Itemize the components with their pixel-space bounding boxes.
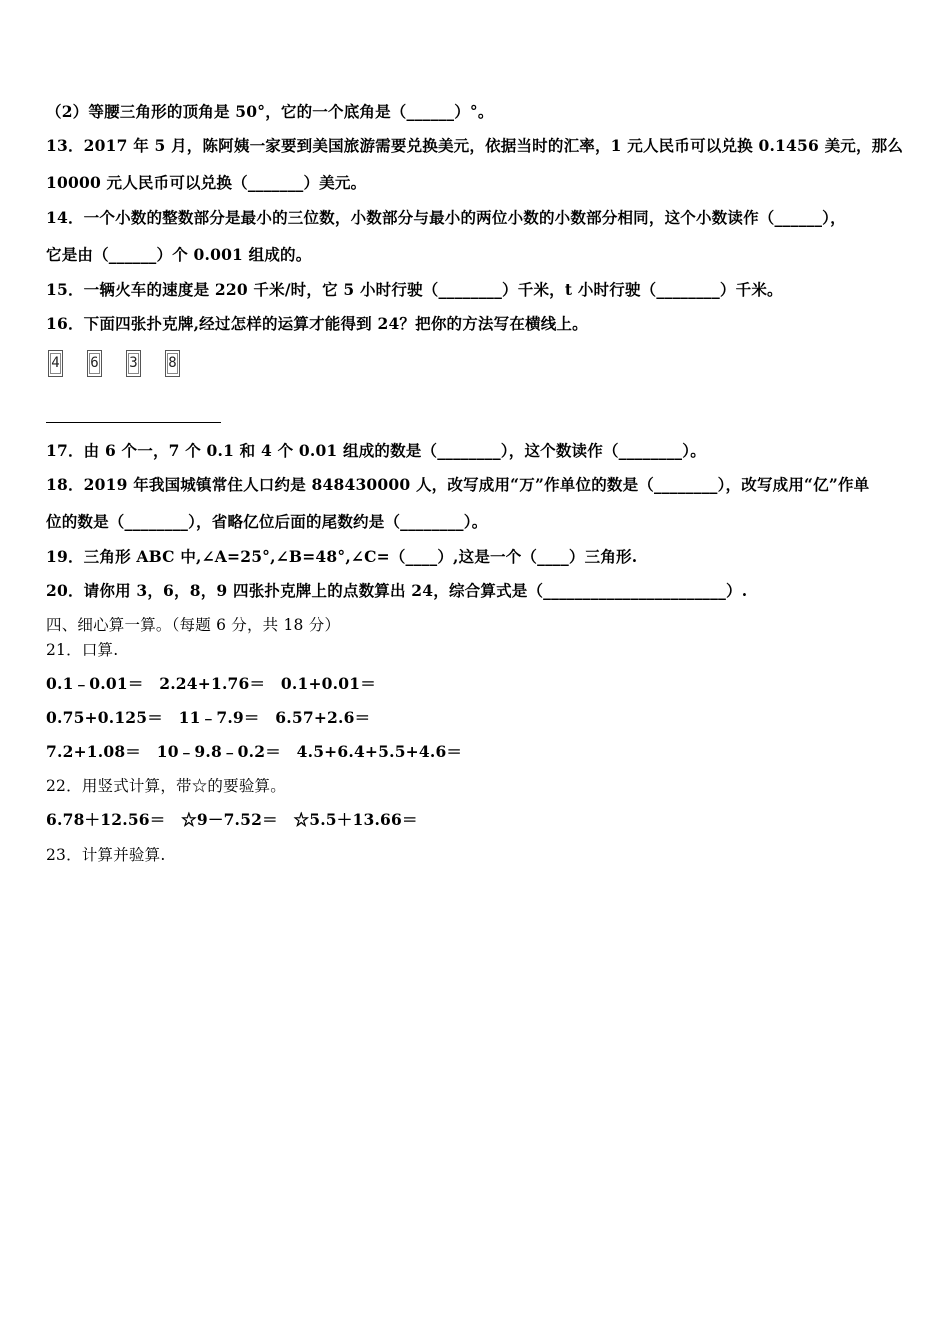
- card-value: 6: [89, 353, 100, 374]
- line-q14-a: 14．一个小数的整数部分是最小的三位数，小数部分与最小的两位小数的小数部分相同，这个小数读作（______），: [46, 208, 846, 227]
- line-q15: 15．一辆火车的速度是 220 千米/时，它 5 小时行驶（________）千米，t 小时行驶（________）千米。: [46, 280, 783, 299]
- card-icon: [48, 350, 63, 377]
- card-icon: [165, 350, 180, 377]
- line-q14-b: 它是由（______）个 0.001 组成的。: [46, 245, 312, 264]
- card-icon: [87, 350, 102, 377]
- line-q13-b: 10000 元人民币可以兑换（_______）美元。: [46, 173, 367, 192]
- line-q16: 16．下面四张扑克牌,经过怎样的运算才能得到 24？把你的方法写在横线上。: [46, 314, 588, 333]
- card-value: 3: [128, 353, 139, 374]
- line-q18-b: 位的数是（________），省略亿位后面的尾数约是（________）。: [46, 512, 488, 531]
- line-q19: 19．三角形 ABC 中,∠A=25°,∠B=48°,∠C=（____）,这是一个（____）三角形.: [46, 547, 638, 566]
- line-q22: 22．用竖式计算，带☆的要验算。: [46, 777, 286, 795]
- line-q23: 23．计算并验算.: [46, 846, 166, 864]
- answer-line: [46, 422, 221, 423]
- card-value: 8: [167, 353, 178, 374]
- line-q21: 21．口算.: [46, 641, 119, 659]
- card-value: 4: [50, 353, 61, 374]
- line-q18-a: 18．2019 年我国城镇常住人口约是 848430000 人，改写成用“万”作单位的数是（________），改写成用“亿”作单: [46, 475, 870, 494]
- line-q13-a: 13．2017 年 5 月，陈阿姨一家要到美国旅游需要兑换美元，依据当时的汇率，1 元人民币可以兑换 0.1456 美元，那么: [46, 136, 904, 155]
- section-heading: 四、细心算一算。（每题 6 分，共 18 分）: [46, 616, 341, 634]
- calc-row-2: 0.75+0.125＝ 11﹣7.9＝ 6.57+2.6＝: [46, 708, 371, 727]
- calc-row-1: 0.1﹣0.01＝ 2.24+1.76＝ 0.1+0.01＝: [46, 674, 376, 693]
- line-q12-2: （2）等腰三角形的顶角是 50°，它的一个底角是（______）°。: [46, 102, 494, 121]
- calc-row-4: 6.78＋12.56＝ ☆9－7.52＝ ☆5.5＋13.66＝: [46, 810, 418, 829]
- calc-row-3: 7.2+1.08＝ 10﹣9.8﹣0.2＝ 4.5+6.4+5.5+4.6＝: [46, 742, 463, 761]
- line-q20: 20．请你用 3，6，8，9 四张扑克牌上的点数算出 24，综合算式是（_______________________）.: [46, 581, 748, 600]
- line-q17: 17．由 6 个一，7 个 0.1 和 4 个 0.01 组成的数是（________），这个数读作（________）。: [46, 441, 706, 460]
- card-icon: [126, 350, 141, 377]
